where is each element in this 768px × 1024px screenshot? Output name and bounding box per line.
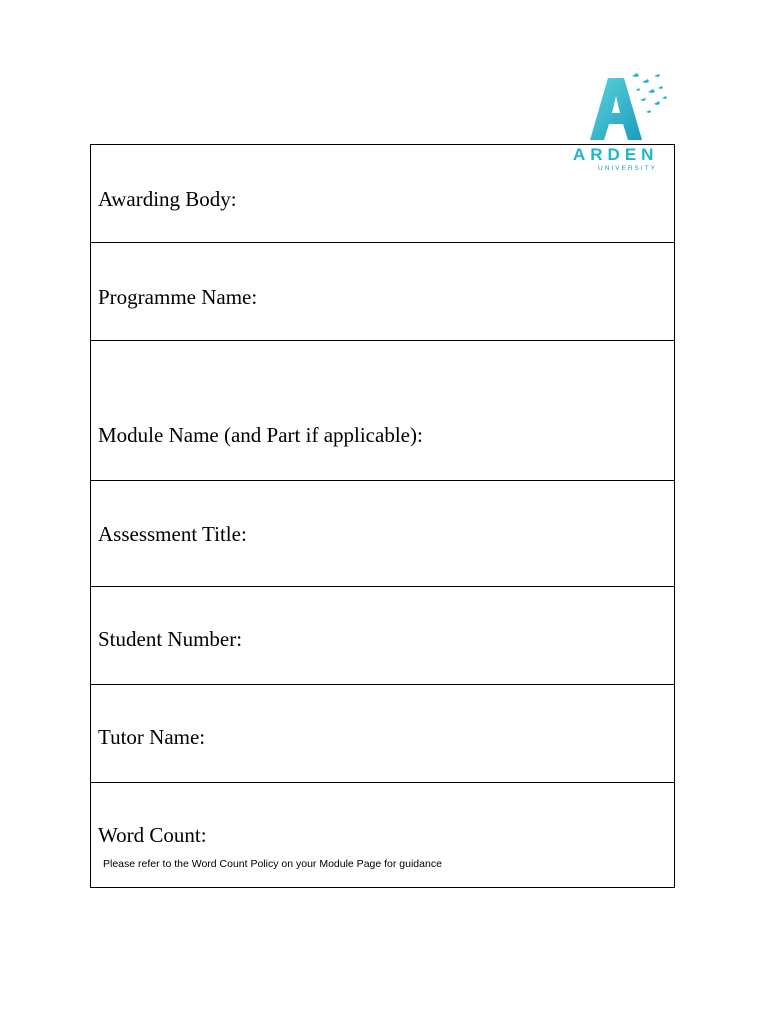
form-row-word-count [90, 782, 675, 888]
module-name-label: Module Name (and Part if applicable): [98, 423, 423, 447]
form-row-student-number [90, 586, 675, 685]
word-count-guidance-note: Please refer to the Word Count Policy on your Module Page for guidance [103, 858, 442, 870]
logo-wordmark: ARDEN [573, 145, 659, 164]
logo-subtitle: UNIVERSITY [598, 165, 658, 172]
cover-sheet-form [90, 144, 675, 888]
programme-name-label: Programme Name: [98, 285, 258, 309]
assessment-title-label: Assessment Title: [98, 522, 247, 546]
form-row-awarding-body [90, 144, 675, 243]
form-row-assessment-title [90, 480, 675, 587]
form-row-tutor-name [90, 684, 675, 783]
student-number-label: Student Number: [98, 627, 243, 651]
form-row-programme-name [90, 242, 675, 341]
word-count-label: Word Count: [98, 823, 207, 847]
form-row-module-name [90, 340, 675, 481]
awarding-body-label: Awarding Body: [98, 187, 237, 211]
tutor-name-label: Tutor Name: [98, 725, 206, 749]
